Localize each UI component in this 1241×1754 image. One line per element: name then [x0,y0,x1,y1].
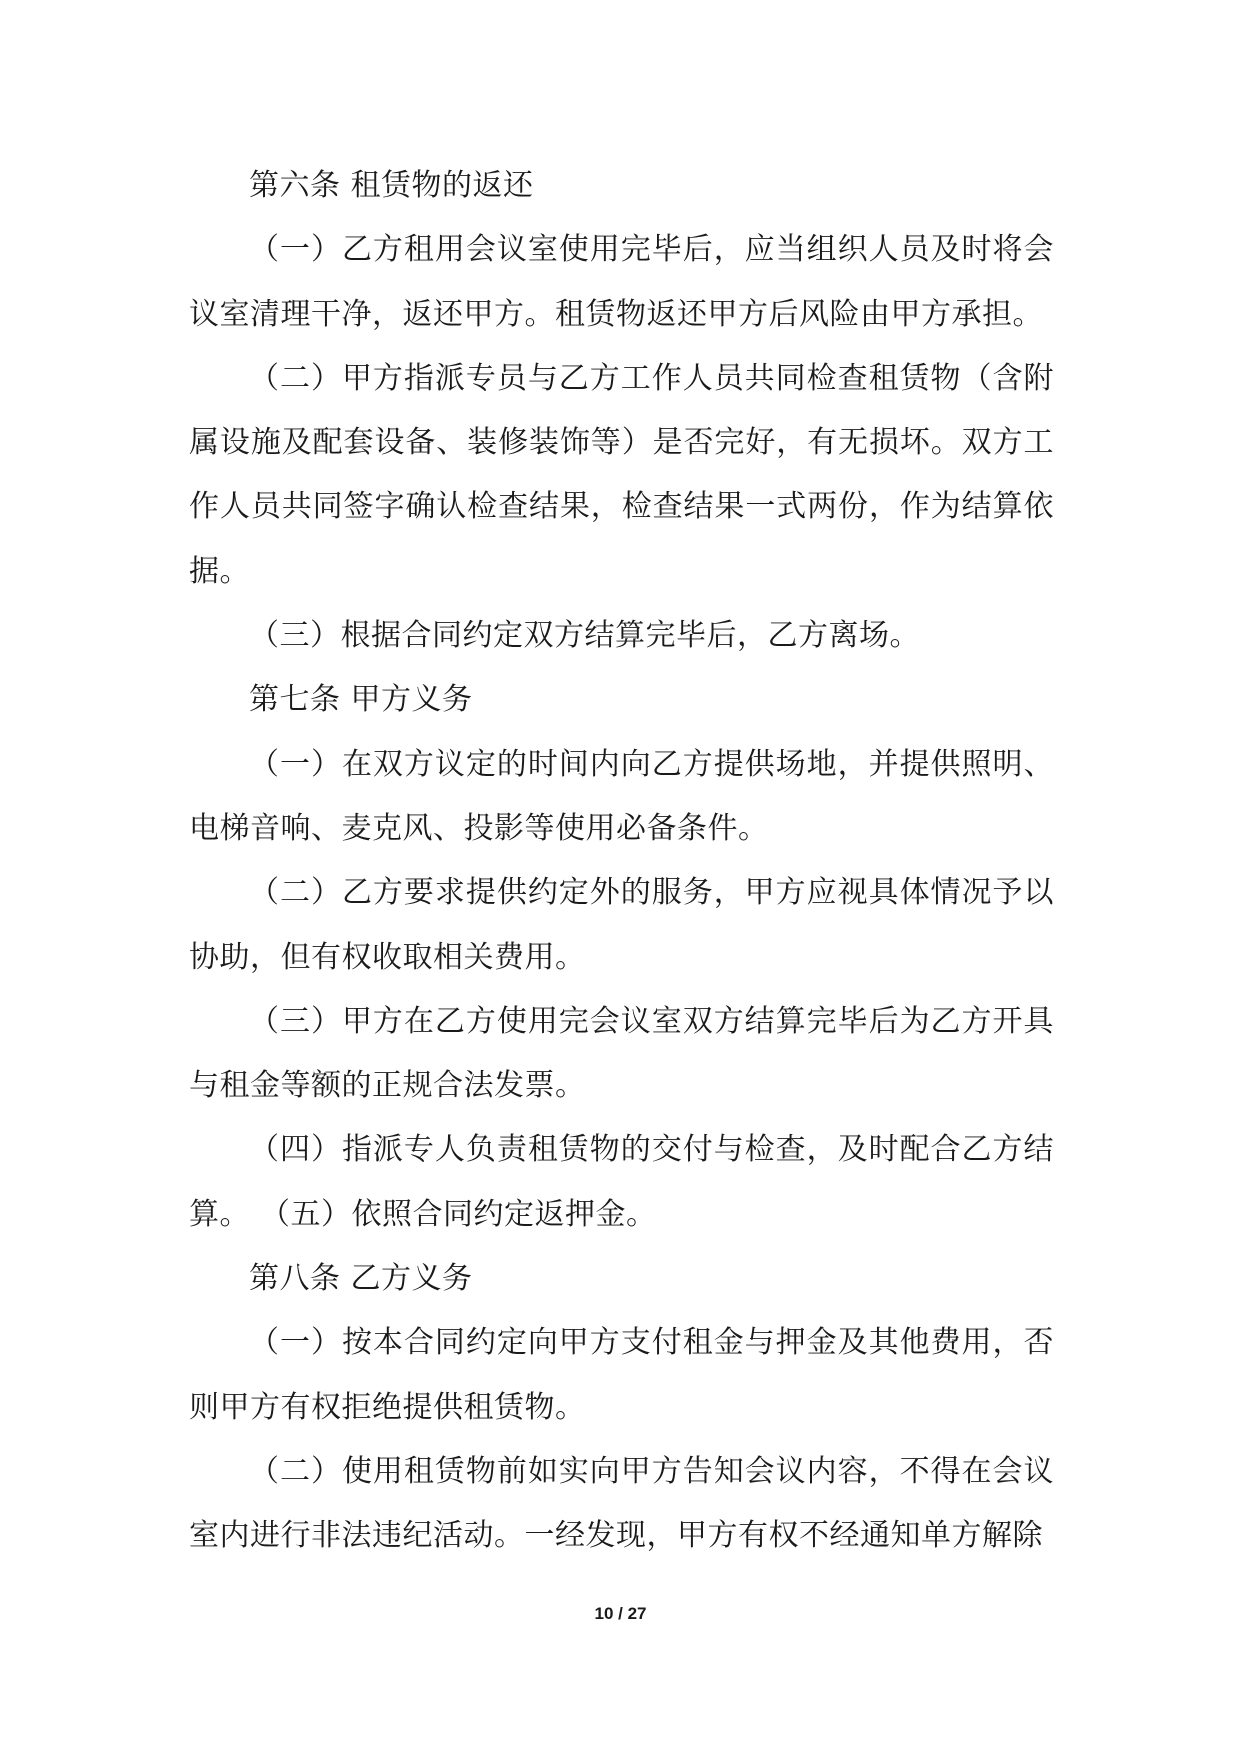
paragraph: （二）甲方指派专员与乙方工作人员共同检查租赁物（含附属设施及配套设备、装修装饰等）是否完好，有无损坏。双方工作人员共同签字确认检查结果，检查结果一式两份，作为结算依据。 [189,360,1054,589]
paragraph: （一）按本合同约定向甲方支付租金与押金及其他费用，否则甲方有权拒绝提供租赁物。 [189,1325,1054,1425]
paragraph: （四）指派专人负责租赁物的交付与检查，及时配合乙方结算。 （五）依照合同约定返押金。 [189,1132,1054,1232]
article-heading: 第七条 甲方义务 [249,682,473,718]
article-heading: 第八条 乙方义务 [249,1261,473,1297]
page-number: 10 / 27 [594,1604,647,1623]
paragraph: （一）在双方议定的时间内向乙方提供场地，并提供照明、电梯音响、麦克风、投影等使用必备条件。 [189,746,1054,846]
document-body [189,154,1054,1569]
paragraph: （三）根据合同约定双方结算完毕后，乙方离场。 [249,618,920,654]
paragraph: （三）甲方在乙方使用完会议室双方结算完毕后为乙方开具与租金等额的正规合法发票。 [189,1003,1054,1104]
paragraph: （二）使用租赁物前如实向甲方告知会议内容，不得在会议室内进行非法违纪活动。一经发现，甲方有权不经通知单方解除 [189,1453,1054,1554]
article-heading: 第六条 租赁物的返还 [249,168,534,203]
paragraph: （一）乙方租用会议室使用完毕后，应当组织人员及时将会议室清理干净，返还甲方。租赁物返还甲方后风险由甲方承担。 [189,232,1054,332]
paragraph: （二）乙方要求提供约定外的服务，甲方应视具体情况予以协助，但有权收取相关费用。 [189,875,1054,975]
